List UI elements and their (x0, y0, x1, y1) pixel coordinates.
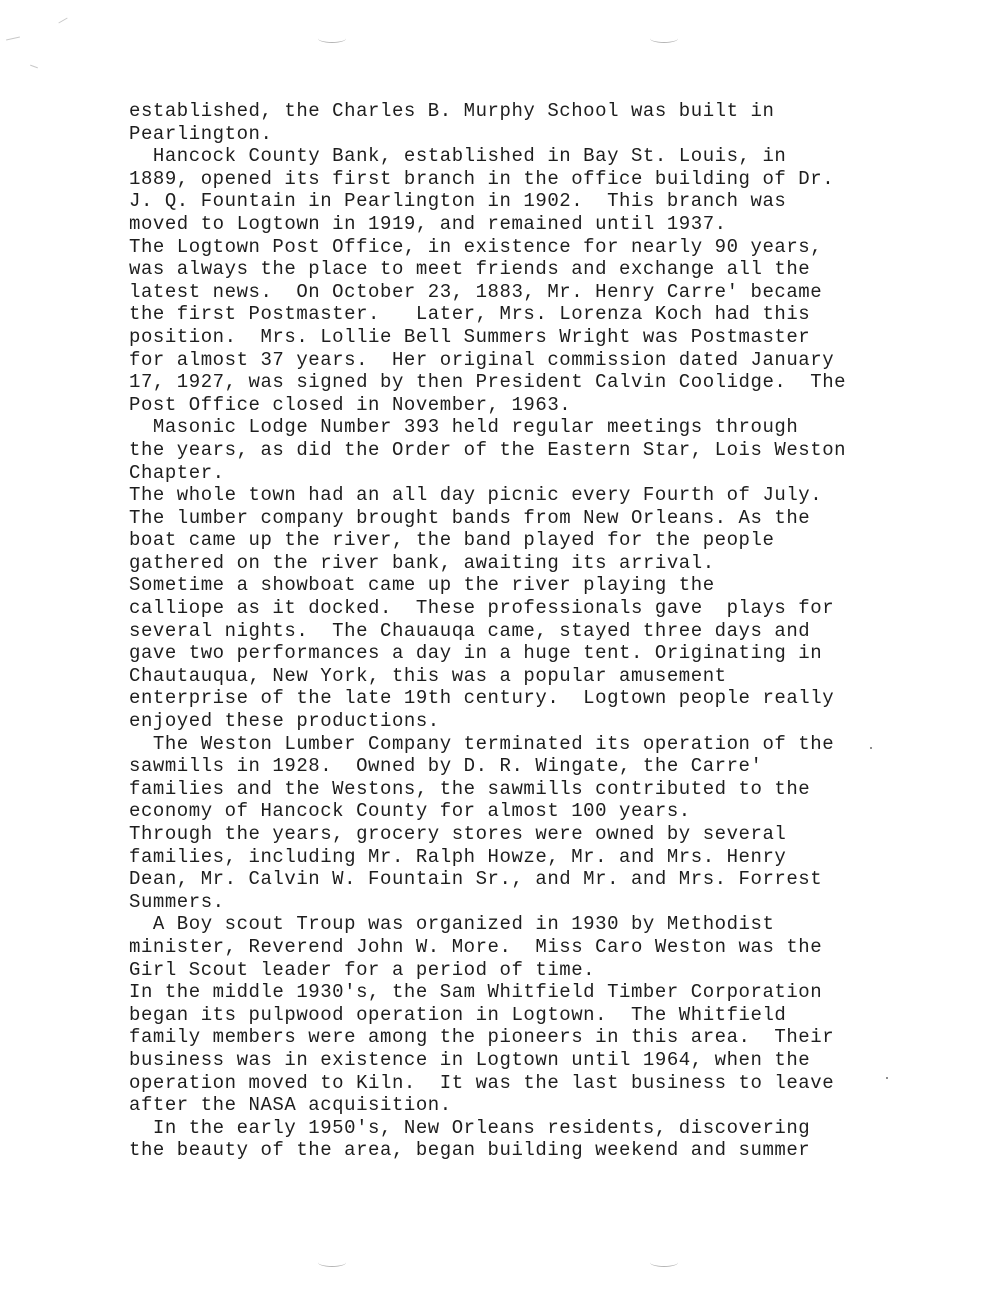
scan-scuff-mark (58, 18, 67, 24)
text-line: gave two performances a day in a huge tent. Originating in (129, 642, 823, 665)
text-line: the years, as did the Order of the Eastern Star, Lois Weston (129, 438, 847, 461)
scan-scuff-mark (6, 37, 20, 41)
text-line: The Weston Lumber Company terminated its operation of the (129, 732, 835, 755)
text-line: families and the Westons, the sawmills contributed to the (129, 777, 811, 800)
text-line: after the NASA acquisition. (129, 1094, 452, 1117)
text-line: Through the years, grocery stores were owned by several (129, 823, 787, 845)
text-line: Chapter. (129, 461, 225, 484)
text-line: calliope as it docked. These professionals gave plays for (129, 597, 835, 620)
text-line: The lumber company brought bands from New Orleans. As the (129, 506, 811, 529)
scan-scuff-mark (30, 65, 38, 69)
hole-punch-mark-bottom-left (318, 1258, 346, 1267)
text-line: the first Postmaster. Later, Mrs. Lorenza Koch had this (129, 303, 811, 326)
text-line: Chautauqua, New York, this was a popular amusement (129, 664, 727, 687)
text-line: enjoyed these productions. (129, 710, 440, 733)
text-line: A Boy scout Troup was organized in 1930 by Methodist (129, 913, 775, 936)
text-line: families, including Mr. Ralph Howze, Mr. and Mrs. Henry (129, 845, 787, 868)
text-line: The whole town had an all day picnic every Fourth of July. (129, 484, 823, 507)
scan-speck (886, 1077, 888, 1079)
hole-punch-mark-top-right (650, 34, 678, 43)
text-line: position. Mrs. Lollie Bell Summers Wright was Postmaster (129, 325, 811, 348)
text-line: moved to Logtown in 1919, and remained until 1937. (129, 212, 727, 235)
text-line: began its pulpwood operation in Logtown. The Whitfield (129, 1003, 787, 1026)
text-line: economy of Hancock County for almost 100 years. (129, 800, 691, 823)
hole-punch-mark-top-left (318, 34, 346, 43)
text-line: family members were among the pioneers in this area. Their (129, 1026, 835, 1049)
text-line: 1889, opened its first branch in the office building of Dr. (129, 167, 835, 190)
scan-speck (870, 747, 872, 749)
text-line: Pearlington. (129, 122, 273, 145)
text-line: minister, Reverend John W. More. Miss Caro Weston was the (129, 935, 823, 958)
text-line: operation moved to Kiln. It was the last business to leave (129, 1071, 835, 1094)
text-line: Dean, Mr. Calvin W. Fountain Sr., and Mr. and Mrs. Forrest (129, 868, 823, 891)
text-line: enterprise of the late 19th century. Logtown people really (129, 687, 835, 710)
text-line: for almost 37 years. Her original commission dated January (129, 348, 835, 371)
text-line: In the middle 1930's, the Sam Whitfield Timber Corporation (129, 981, 823, 1004)
text-line: In the early 1950's, New Orleans residents, discovering (129, 1116, 811, 1139)
text-line: The Logtown Post Office, in existence for nearly 90 years, (129, 235, 823, 258)
text-line: several nights. The Chauauqa came, stayed three days and (129, 619, 811, 642)
text-line: Hancock County Bank, established in Bay St. Louis, in (129, 145, 787, 168)
document-body-text (129, 100, 869, 1162)
text-line: Masonic Lodge Number 393 held regular meetings through (129, 416, 799, 439)
text-line: the beauty of the area, began building weekend and summer (129, 1139, 811, 1162)
text-line: 17, 1927, was signed by then President Calvin Coolidge. The (129, 371, 847, 394)
text-line: gathered on the river bank, awaiting its arrival. (129, 551, 715, 574)
text-line: was always the place to meet friends and exchange all the (129, 258, 811, 281)
text-line: J. Q. Fountain in Pearlington in 1902. This branch was (129, 190, 787, 213)
text-line: Post Office closed in November, 1963. (129, 393, 572, 416)
text-line: boat came up the river, the band played for the people (129, 529, 775, 552)
text-line: latest news. On October 23, 1883, Mr. Henry Carre' became (129, 280, 823, 303)
text-line: Girl Scout leader for a period of time. (129, 958, 596, 981)
text-line: Sometime a showboat came up the river playing the (129, 574, 715, 597)
text-line: established, the Charles B. Murphy School was built in (129, 100, 775, 122)
text-line: business was in existence in Logtown until 1964, when the (129, 1048, 811, 1071)
text-line: sawmills in 1928. Owned by D. R. Wingate, the Carre' (129, 755, 763, 778)
text-line: Summers. (129, 890, 225, 913)
hole-punch-mark-bottom-right (650, 1258, 678, 1267)
